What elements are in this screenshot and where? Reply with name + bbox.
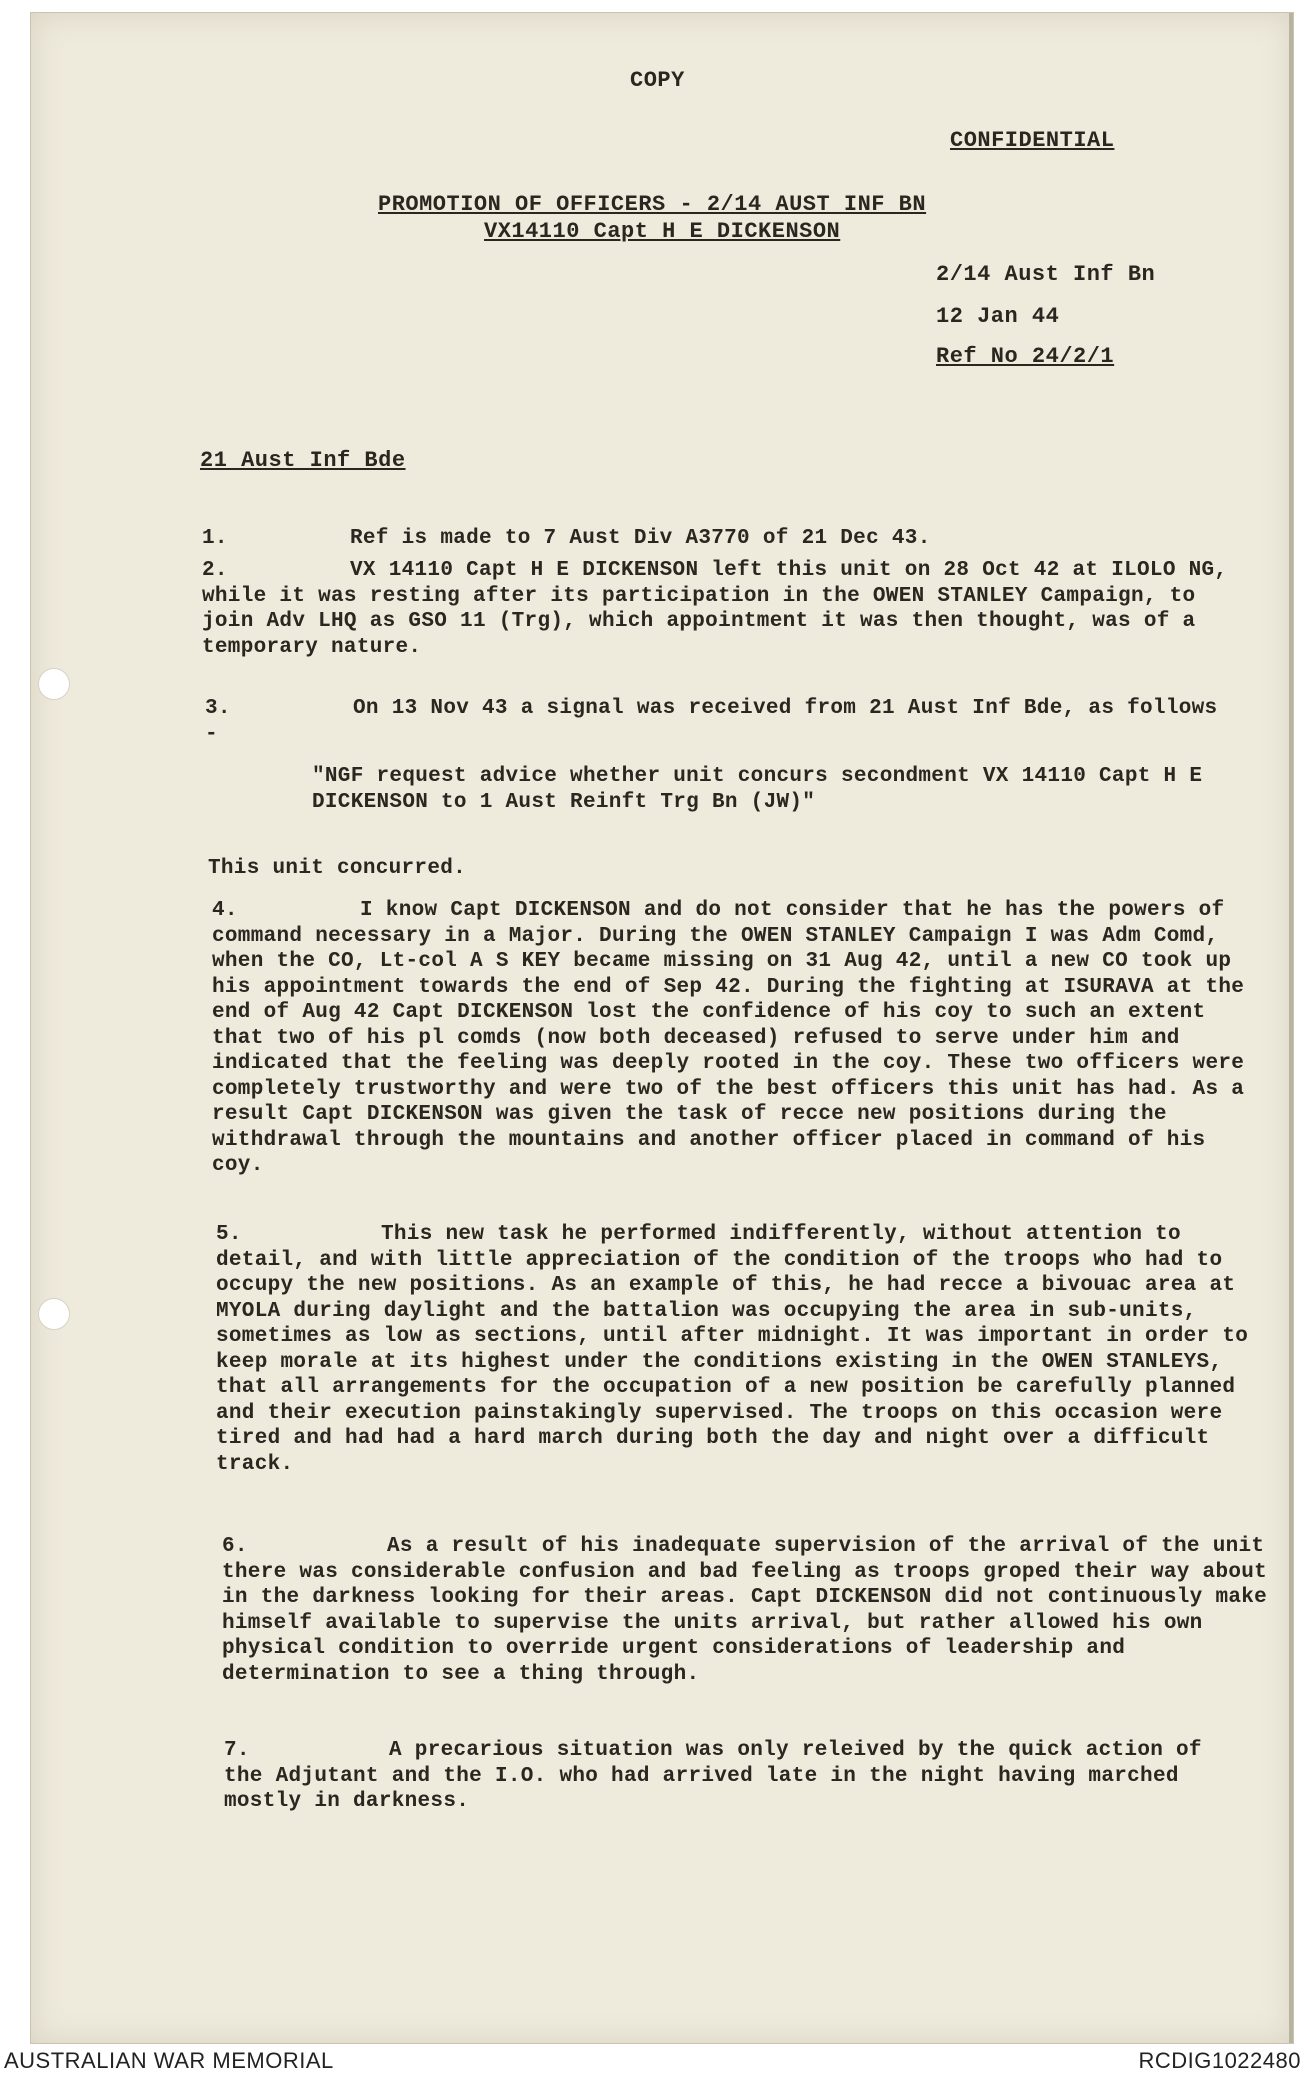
paragraph-text: VX 14110 Capt H E DICKENSON left this unit on 28 Oct 42 at ILOLO NG, while it was resting after its participation in the OWEN STANLEY Campaign, to join Adv LHQ as GSO 11 (Trg), which appointment it was then thought, was of a temporary nature.: [202, 559, 1228, 659]
paragraph-text: I know Capt DICKENSON and do not consider that he has the powers of command necessary in a Major. During the OWEN STANLEY Campaign I was Adm Comd, when the CO, Lt-col A S KEY became missing on 31 Aug 42, until a new CO took up his appointment towards the end of Sep 42. During the fighting at ISURAVA at the end of Aug 42 Capt DICKENSON lost the confidence of his coy to such an extent that two of his pl comds (now both deceased) refused to serve under him and indicated that the feeling was deeply rooted in the coy. These two officers were completely trustworthy and were two of the best officers this unit has had. As a result Capt DICKENSON was given the task of recce new positions during the withdrawal through the mountains and another officer placed in command of his coy.: [212, 899, 1245, 1177]
document-date: 12 Jan 44: [936, 304, 1060, 329]
paragraph-6: [222, 1534, 1277, 1687]
subject-line-2: VX14110 Capt H E DICKENSON: [484, 219, 841, 244]
punch-hole: [38, 1298, 70, 1330]
addressee: 21 Aust Inf Bde: [200, 448, 406, 473]
paragraph-number: 1.: [202, 527, 228, 550]
paragraph-text: Ref is made to 7 Aust Div A3770 of 21 Dec 43.: [350, 527, 931, 550]
paragraph-text: On 13 Nov 43 a signal was received from 21 Aust Inf Bde, as follows -: [205, 697, 1218, 746]
paragraph-2: [202, 558, 1232, 660]
classification-label: CONFIDENTIAL: [950, 128, 1115, 153]
punch-hole: [38, 668, 70, 700]
archive-credit: AUSTRALIAN WAR MEMORIAL: [4, 2048, 334, 2073]
paragraph-3: [205, 696, 1235, 747]
copy-mark: COPY: [630, 68, 685, 93]
sender-unit: 2/14 Aust Inf Bn: [936, 262, 1156, 287]
subject-line-1: PROMOTION OF OFFICERS - 2/14 AUST INF BN: [378, 192, 927, 217]
reference-number: Ref No 24/2/1: [936, 344, 1115, 369]
page-edge: [1289, 13, 1293, 2043]
paragraph-text: A precarious situation was only releived by the quick action of the Adjutant and the I.O. who had arrived late in the night having marched mostly in darkness.: [224, 1739, 1202, 1813]
paragraph-text: This new task he performed indifferently, without attention to detail, and with little appreciation of the condition of the troops who had to occupy the new positions. As an example of this, he had recce a bivouac area at MYOLA during daylight and the battalion was occupying the area in sub-units, sometimes as low as sections, until after midnight. It was important in order to keep morale at its highest under the conditions existing in the OWEN STANLEYS, that all arrangements for the occupation of a new position be carefully planned and their execution painstakingly supervised. The troops on this occasion were tired and had had a hard march during both the day and night over a difficult track.: [216, 1223, 1249, 1476]
paragraph-7: [224, 1738, 1224, 1815]
concurrence-statement: This unit concurred.: [208, 857, 467, 880]
paragraph-1: [202, 526, 1262, 552]
signal-quote: "NGF request advice whether unit concurs secondment VX 14110 Capt H E DICKENSON to 1 Aust Reinft Trg Bn (JW)": [312, 765, 1203, 814]
archive-record-id: RCDIG1022480: [1138, 2048, 1301, 2073]
paragraph-number: 2.: [202, 559, 228, 582]
paragraph-5: [216, 1222, 1271, 1477]
paragraph-number: 5.: [216, 1223, 242, 1246]
paragraph-number: 3.: [205, 697, 231, 720]
paragraph-number: 6.: [222, 1535, 248, 1558]
paragraph-4: [212, 898, 1262, 1179]
paragraph-number: 7.: [224, 1739, 250, 1762]
paragraph-number: 4.: [212, 899, 238, 922]
paragraph-text: As a result of his inadequate supervision of the arrival of the unit there was considerable confusion and bad feeling as troops groped their way about in the darkness looking for their areas. Capt DICKENSON did not continuously make himself available to supervise the units arrival, but rather allowed his own physical condition to override urgent considerations of leadership and determination to see a thing through.: [222, 1535, 1268, 1686]
